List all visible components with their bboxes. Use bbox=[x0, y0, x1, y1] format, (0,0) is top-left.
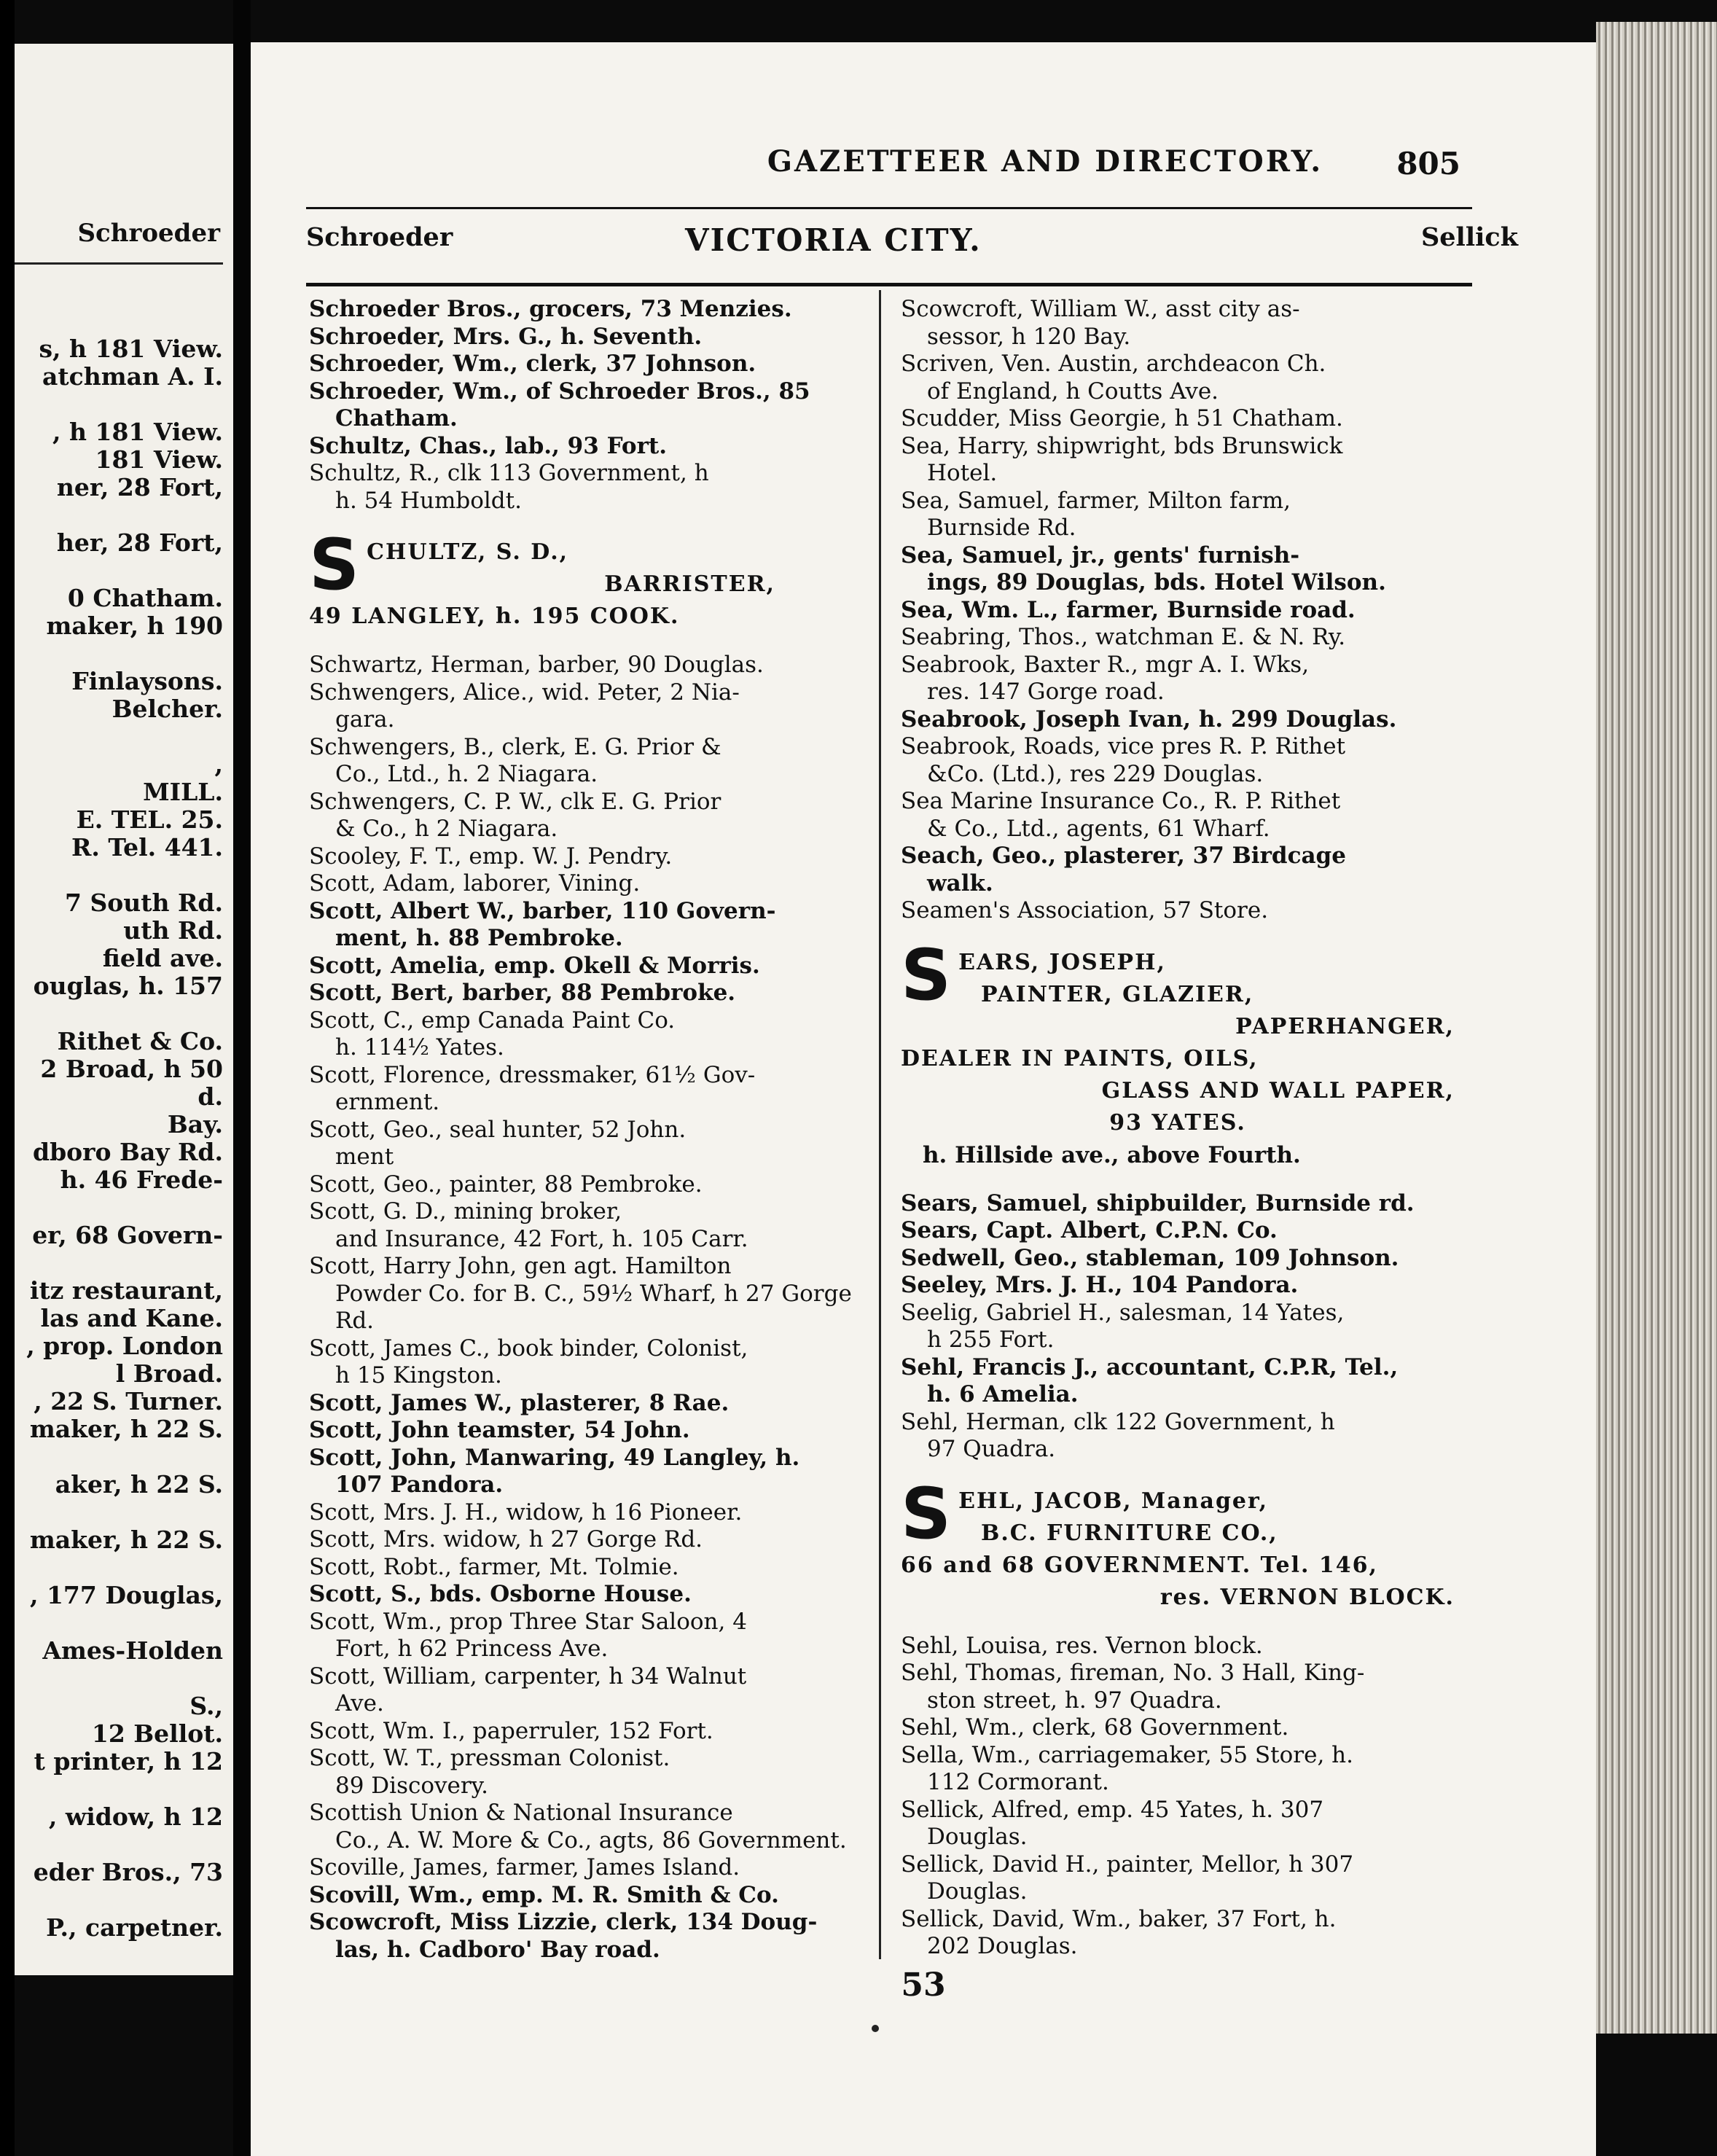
ad-line: GLASS AND WALL PAPER, bbox=[1101, 1077, 1455, 1104]
entry-text: Scott, Geo., seal hunter, 52 John. bbox=[309, 1116, 687, 1143]
directory-entry bbox=[309, 1417, 863, 1445]
facing-page-header: Schroeder bbox=[77, 219, 220, 248]
entry-continuation: Burnside Rd. bbox=[927, 515, 1076, 541]
facing-page-line: , prop. London bbox=[26, 1332, 223, 1360]
entry-text: Sella, Wm., carriagemaker, 55 Store, h. bbox=[901, 1741, 1353, 1768]
directory-entry bbox=[901, 1797, 1455, 1851]
entry-text: Scottish Union & National Insurance bbox=[309, 1800, 733, 1826]
directory-entry bbox=[309, 734, 863, 789]
entry-continuation: Ave. bbox=[335, 1690, 384, 1716]
facing-page-line: , h 181 View. bbox=[52, 418, 223, 446]
facing-page-line bbox=[15, 723, 223, 751]
entry-text: Scott, Florence, dressmaker, 61½ Gov- bbox=[309, 1061, 756, 1088]
facing-page-line bbox=[15, 1665, 223, 1692]
facing-page-line bbox=[15, 1776, 223, 1803]
facing-page-line: P., carpetner. bbox=[46, 1914, 223, 1942]
entry-text: Schultz, Chas., lab., 93 Fort. bbox=[309, 432, 668, 459]
entry-continuation: 97 Quadra. bbox=[927, 1436, 1056, 1462]
entry-continuation: sessor, h 120 Bay. bbox=[927, 323, 1131, 350]
directory-entry bbox=[901, 1300, 1455, 1354]
ad-line: 93 YATES. bbox=[1109, 1109, 1246, 1136]
ad-name: CHULTZ, S. D., bbox=[367, 539, 569, 565]
ad-drop-initial: S bbox=[309, 524, 360, 606]
facing-page-line: Rithet & Co. bbox=[57, 1028, 223, 1055]
directory-entry bbox=[309, 1198, 863, 1253]
entry-text: Seabrook, Baxter R., mgr A. I. Wks, bbox=[901, 651, 1310, 678]
entry-list bbox=[309, 296, 863, 515]
ad-line: h. Hillside ave., above Fourth. bbox=[923, 1141, 1301, 1168]
entry-list bbox=[901, 296, 1455, 925]
directory-entry bbox=[309, 1663, 863, 1718]
advertisement-schultz bbox=[309, 524, 863, 633]
facing-page-line: , bbox=[214, 751, 223, 778]
directory-entry bbox=[309, 1526, 863, 1554]
entry-continuation: & Co., h 2 Niagara. bbox=[335, 816, 558, 842]
directory-entry bbox=[309, 1909, 863, 1964]
entry-text: Sea, Harry, shipwright, bds Brunswick bbox=[901, 432, 1343, 459]
ad-line: PAPERHANGER, bbox=[1235, 1013, 1455, 1039]
entry-text: Schroeder, Wm., clerk, 37 Johnson. bbox=[309, 351, 756, 377]
directory-entry bbox=[309, 1171, 863, 1199]
entry-continuation: Co., Ltd., h. 2 Niagara. bbox=[335, 761, 598, 787]
entry-text: Sehl, Herman, clk 122 Government, h bbox=[901, 1408, 1335, 1435]
directory-entry bbox=[901, 624, 1455, 652]
directory-entry bbox=[309, 1609, 863, 1663]
first-entry-guide-word: Schroeder bbox=[306, 222, 453, 252]
entry-list bbox=[309, 652, 863, 1964]
entry-list bbox=[901, 1633, 1455, 1961]
entry-continuation: gara. bbox=[335, 706, 395, 733]
ad-address: 49 LANGLEY, h. 195 COOK. bbox=[309, 604, 680, 629]
ad-name: EARS, JOSEPH, bbox=[958, 949, 1166, 975]
entry-continuation: Chatham. bbox=[335, 405, 458, 431]
facing-page-fragment bbox=[15, 44, 233, 1975]
entry-continuation: ernment. bbox=[335, 1089, 440, 1115]
entry-text: Scott, Geo., painter, 88 Pembroke. bbox=[309, 1171, 703, 1198]
ad-line: PAINTER, GLAZIER, bbox=[981, 981, 1254, 1007]
entry-continuation: 89 Discovery. bbox=[335, 1772, 488, 1799]
entry-text: Scott, Wm. I., paperruler, 152 Fort. bbox=[309, 1717, 713, 1744]
directory-entry bbox=[901, 351, 1455, 405]
directory-entry bbox=[309, 351, 863, 378]
directory-entry bbox=[309, 1718, 863, 1746]
facing-page-line bbox=[15, 1443, 223, 1471]
entry-text: Sehl, Thomas, fireman, No. 3 Hall, King- bbox=[901, 1660, 1365, 1686]
directory-entry bbox=[901, 1660, 1455, 1714]
directory-entry bbox=[309, 296, 863, 324]
entry-continuation: Powder Co. for B. C., 59½ Wharf, h 27 Gorge Rd. bbox=[335, 1280, 852, 1334]
facing-page-line: l Broad. bbox=[115, 1360, 223, 1388]
header-rule bbox=[306, 207, 1472, 209]
facing-page-line: , 177 Douglas, bbox=[29, 1582, 223, 1609]
entry-text: Scott, Mrs. widow, h 27 Gorge Rd. bbox=[309, 1526, 703, 1552]
entry-text: Sellick, David H., painter, Mellor, h 307 bbox=[901, 1851, 1354, 1878]
entry-continuation: h 15 Kingston. bbox=[335, 1362, 502, 1388]
directory-entry bbox=[309, 1062, 863, 1117]
facing-page-line: 0 Chatham. bbox=[67, 585, 223, 612]
directory-entry bbox=[901, 1245, 1455, 1273]
facing-page-line: itz restaurant, bbox=[29, 1277, 223, 1305]
directory-entry bbox=[901, 706, 1455, 734]
directory-entry bbox=[901, 1906, 1455, 1961]
directory-entry bbox=[901, 433, 1455, 488]
directory-entry bbox=[901, 1272, 1455, 1300]
entry-text: Scott, John, Manwaring, 49 Langley, h. bbox=[309, 1444, 800, 1471]
entry-text: Sears, Samuel, shipbuilder, Burnside rd. bbox=[901, 1190, 1415, 1216]
entry-text: Scott, Mrs. J. H., widow, h 16 Pioneer. bbox=[309, 1499, 743, 1526]
entry-continuation: &Co. (Ltd.), res 229 Douglas. bbox=[927, 760, 1264, 787]
advertisement-sehl bbox=[901, 1472, 1455, 1614]
entry-continuation: Fort, h 62 Princess Ave. bbox=[335, 1636, 609, 1662]
directory-entry bbox=[309, 898, 863, 953]
facing-page-line: ouglas, h. 157 bbox=[33, 972, 223, 1000]
directory-entry bbox=[309, 1117, 863, 1171]
entry-text: Schroeder, Wm., of Schroeder Bros., 85 bbox=[309, 378, 810, 405]
running-head: GAZETTEER AND DIRECTORY. bbox=[767, 144, 1323, 179]
entry-text: Sedwell, Geo., stableman, 109 Johnson. bbox=[901, 1244, 1399, 1271]
ad-line: B.C. FURNITURE CO., bbox=[981, 1520, 1278, 1546]
ad-name: EHL, JACOB, Manager, bbox=[958, 1488, 1269, 1514]
facing-page-line: d. bbox=[197, 1083, 223, 1111]
last-entry-guide-word: Sellick bbox=[1421, 222, 1518, 252]
entry-text: Sea Marine Insurance Co., R. P. Rithet bbox=[901, 788, 1341, 814]
facing-page-line: R. Tel. 441. bbox=[71, 834, 223, 862]
facing-page-line bbox=[15, 1249, 223, 1277]
entry-continuation: h. 6 Amelia. bbox=[927, 1381, 1079, 1407]
directory-entry bbox=[309, 1335, 863, 1390]
entry-text: Sehl, Louisa, res. Vernon block. bbox=[901, 1632, 1263, 1659]
entry-text: Scott, Amelia, emp. Okell & Morris. bbox=[309, 952, 760, 979]
directory-entry bbox=[309, 870, 863, 898]
ad-line: 66 and 68 GOVERNMENT. Tel. 146, bbox=[901, 1552, 1378, 1578]
directory-entry bbox=[901, 1851, 1455, 1906]
directory-entry bbox=[901, 1217, 1455, 1245]
facing-page-line: S., bbox=[189, 1692, 223, 1720]
entry-text: Scoville, James, farmer, James Island. bbox=[309, 1854, 740, 1880]
facing-page-line: Ames-Holden bbox=[42, 1637, 223, 1665]
facing-page-line: t printer, h 12 bbox=[34, 1748, 223, 1776]
directory-entry bbox=[309, 1800, 863, 1854]
facing-page-line: aker, h 22 S. bbox=[55, 1471, 223, 1499]
entry-text: Schroeder, Mrs. G., h. Seventh. bbox=[309, 323, 703, 350]
directory-entry bbox=[309, 843, 863, 871]
facing-page-line bbox=[15, 1886, 223, 1914]
entry-continuation: walk. bbox=[927, 870, 993, 897]
directory-entry bbox=[901, 1354, 1455, 1409]
directory-entry bbox=[309, 1854, 863, 1882]
facing-page-line: las and Kane. bbox=[40, 1305, 223, 1332]
page-gutter bbox=[233, 0, 251, 2156]
entry-continuation: h. 54 Humboldt. bbox=[335, 487, 522, 514]
facing-page-line: maker, h 190 bbox=[46, 612, 223, 640]
entry-text: Scott, S., bds. Osborne House. bbox=[309, 1581, 692, 1607]
facing-page-line: , widow, h 12 bbox=[48, 1803, 223, 1831]
entry-text: Scriven, Ven. Austin, archdeacon Ch. bbox=[901, 351, 1326, 377]
facing-page-line: Bay. bbox=[167, 1111, 223, 1138]
directory-entry bbox=[309, 1445, 863, 1499]
facing-page-line bbox=[15, 391, 223, 418]
entry-text: Scowcroft, William W., asst city as- bbox=[901, 296, 1300, 322]
page-edges-shadow bbox=[1596, 2034, 1717, 2156]
facing-page-line bbox=[15, 1499, 223, 1526]
entry-text: Sea, Samuel, farmer, Milton farm, bbox=[901, 487, 1291, 514]
facing-page-rule bbox=[15, 262, 223, 265]
book-spine-shadow bbox=[0, 0, 15, 2156]
entry-text: Schwengers, C. P. W., clk E. G. Prior bbox=[309, 788, 721, 815]
entry-text: Scott, W. T., pressman Colonist. bbox=[309, 1745, 670, 1771]
entry-continuation: Douglas. bbox=[927, 1878, 1028, 1905]
directory-entry bbox=[309, 980, 863, 1007]
section-rule bbox=[306, 283, 1472, 286]
directory-entry bbox=[901, 1633, 1455, 1660]
entry-text: Seamen's Association, 57 Store. bbox=[901, 897, 1269, 923]
entry-text: Sea, Wm. L., farmer, Burnside road. bbox=[901, 596, 1356, 623]
directory-page bbox=[251, 42, 1596, 2156]
ad-line: res. VERNON BLOCK. bbox=[1159, 1584, 1455, 1610]
facing-page-line bbox=[15, 862, 223, 889]
entry-text: Scott, G. D., mining broker, bbox=[309, 1198, 622, 1225]
directory-entry bbox=[309, 1253, 863, 1335]
directory-entry bbox=[309, 324, 863, 351]
entry-text: Seabrook, Roads, vice pres R. P. Rithet bbox=[901, 733, 1346, 759]
facing-page-line: her, 28 Fort, bbox=[56, 529, 223, 557]
directory-entry bbox=[309, 1390, 863, 1418]
signature-mark: 53 bbox=[901, 1966, 946, 2004]
facing-page-line: 12 Bellot. bbox=[91, 1720, 223, 1748]
entry-text: Scovill, Wm., emp. M. R. Smith & Co. bbox=[309, 1881, 779, 1908]
entry-continuation: ston street, h. 97 Quadra. bbox=[927, 1687, 1222, 1714]
entry-text: Seeley, Mrs. J. H., 104 Pandora. bbox=[901, 1272, 1299, 1298]
directory-entry bbox=[309, 433, 863, 461]
directory-entry bbox=[901, 1742, 1455, 1797]
directory-entry bbox=[309, 1007, 863, 1062]
entry-text: Schwartz, Herman, barber, 90 Douglas. bbox=[309, 652, 764, 678]
advertisement-sears bbox=[901, 934, 1455, 1171]
facing-page-line bbox=[15, 1609, 223, 1637]
entry-text: Schwengers, B., clerk, E. G. Prior & bbox=[309, 733, 721, 760]
entry-text: Scott, Albert W., barber, 110 Govern- bbox=[309, 897, 776, 924]
ad-drop-initial: S bbox=[901, 1472, 952, 1555]
entry-continuation: las, h. Cadboro' Bay road. bbox=[335, 1936, 660, 1963]
facing-page-line: eder Bros., 73 bbox=[33, 1859, 223, 1886]
page-edges bbox=[1596, 22, 1717, 2034]
directory-entry bbox=[901, 733, 1455, 788]
entry-text: Sehl, Francis J., accountant, C.P.R, Tel., bbox=[901, 1354, 1399, 1380]
facing-page-text bbox=[15, 335, 223, 1942]
entry-text: Sea, Samuel, jr., gents' furnish- bbox=[901, 542, 1300, 569]
entry-text: Scott, Bert, barber, 88 Pembroke. bbox=[309, 980, 736, 1006]
directory-entry bbox=[901, 1190, 1455, 1218]
directory-entry bbox=[309, 1581, 863, 1609]
facing-page-line: maker, h 22 S. bbox=[29, 1526, 223, 1554]
entry-text: Scott, Harry John, gen agt. Hamilton bbox=[309, 1253, 732, 1279]
directory-entry bbox=[901, 542, 1455, 597]
facing-page-line: MILL. bbox=[143, 778, 223, 806]
directory-entry bbox=[309, 460, 863, 515]
directory-entry bbox=[309, 679, 863, 734]
directory-entry bbox=[309, 1882, 863, 1910]
section-header bbox=[306, 222, 1518, 266]
directory-entry bbox=[901, 597, 1455, 625]
right-column bbox=[901, 296, 1455, 1961]
directory-entry bbox=[901, 405, 1455, 433]
directory-entry bbox=[309, 789, 863, 843]
facing-page-line bbox=[15, 1194, 223, 1222]
facing-page-line bbox=[15, 501, 223, 529]
directory-entry bbox=[901, 1409, 1455, 1464]
entry-continuation: h 255 Fort. bbox=[927, 1327, 1055, 1353]
entry-continuation: 202 Douglas. bbox=[927, 1933, 1078, 1959]
entry-text: Sears, Capt. Albert, C.P.N. Co. bbox=[901, 1217, 1278, 1243]
facing-page-line: 7 South Rd. bbox=[65, 889, 223, 917]
entry-text: Schwengers, Alice., wid. Peter, 2 Nia- bbox=[309, 679, 740, 706]
entry-text: Seach, Geo., plasterer, 37 Birdcage bbox=[901, 843, 1346, 869]
entry-text: Sellick, Alfred, emp. 45 Yates, h. 307 bbox=[901, 1796, 1324, 1823]
column-divider bbox=[879, 290, 881, 1959]
entry-text: Scudder, Miss Georgie, h 51 Chatham. bbox=[901, 405, 1343, 431]
facing-page-line: Belcher. bbox=[112, 695, 223, 723]
entry-continuation: and Insurance, 42 Fort, h. 105 Carr. bbox=[335, 1225, 748, 1252]
directory-entry bbox=[901, 652, 1455, 706]
entry-continuation: 107 Pandora. bbox=[335, 1472, 504, 1498]
entry-list bbox=[901, 1190, 1455, 1464]
entry-continuation: ment bbox=[335, 1144, 394, 1170]
ad-title: BARRISTER, bbox=[604, 571, 775, 597]
entry-text: Scott, James C., book binder, Colonist, bbox=[309, 1335, 748, 1362]
facing-page-line bbox=[15, 640, 223, 668]
entry-text: Scott, Adam, laborer, Vining. bbox=[309, 870, 641, 897]
facing-page-line bbox=[15, 557, 223, 585]
directory-entry bbox=[309, 652, 863, 679]
facing-page-line: field ave. bbox=[102, 945, 223, 972]
directory-entry bbox=[309, 1745, 863, 1800]
facing-page-line: er, 68 Govern- bbox=[32, 1222, 223, 1249]
entry-continuation: of England, h Coutts Ave. bbox=[927, 378, 1219, 405]
entry-text: Sehl, Wm., clerk, 68 Government. bbox=[901, 1714, 1289, 1741]
entry-continuation: & Co., Ltd., agents, 61 Wharf. bbox=[927, 815, 1270, 842]
entry-text: Scowcroft, Miss Lizzie, clerk, 134 Doug- bbox=[309, 1909, 818, 1935]
ad-line: DEALER IN PAINTS, OILS, bbox=[901, 1045, 1259, 1071]
facing-page-line: E. TEL. 25. bbox=[76, 806, 223, 834]
entry-text: Seabring, Thos., watchman E. & N. Ry. bbox=[901, 624, 1346, 650]
entry-text: Scott, James W., plasterer, 8 Rae. bbox=[309, 1389, 730, 1416]
facing-page-line: atchman A. I. bbox=[42, 363, 223, 391]
entry-continuation: Hotel. bbox=[927, 460, 998, 486]
directory-entry bbox=[901, 488, 1455, 542]
facing-page-line bbox=[15, 1554, 223, 1582]
facing-page-line: h. 46 Frede- bbox=[60, 1166, 223, 1194]
directory-entry bbox=[901, 296, 1455, 351]
entry-text: Scott, Wm., prop Three Star Saloon, 4 bbox=[309, 1608, 747, 1635]
directory-entry bbox=[901, 897, 1455, 925]
entry-text: Scott, William, carpenter, h 34 Walnut bbox=[309, 1663, 747, 1690]
directory-entry bbox=[309, 953, 863, 980]
facing-page-line: , 22 S. Turner. bbox=[34, 1388, 223, 1415]
entry-continuation: h. 114½ Yates. bbox=[335, 1034, 504, 1061]
facing-page-line: maker, h 22 S. bbox=[29, 1415, 223, 1443]
directory-entry bbox=[309, 1499, 863, 1527]
entry-continuation: ings, 89 Douglas, bds. Hotel Wilson. bbox=[927, 569, 1386, 595]
entry-text: Scott, John teamster, 54 John. bbox=[309, 1417, 690, 1443]
section-title: VICTORIA CITY. bbox=[685, 222, 982, 258]
entry-text: Schultz, R., clk 113 Government, h bbox=[309, 460, 709, 486]
entry-text: Seelig, Gabriel H., salesman, 14 Yates, bbox=[901, 1299, 1345, 1326]
directory-entry bbox=[901, 1714, 1455, 1742]
facing-page-line: 181 View. bbox=[95, 446, 223, 474]
facing-page-line: uth Rd. bbox=[123, 917, 223, 945]
entry-text: Seabrook, Joseph Ivan, h. 299 Douglas. bbox=[901, 706, 1397, 733]
entry-text: Scooley, F. T., emp. W. J. Pendry. bbox=[309, 843, 673, 870]
facing-page-line: s, h 181 View. bbox=[39, 335, 223, 363]
entry-continuation: ment, h. 88 Pembroke. bbox=[335, 925, 623, 951]
facing-page-line: Finlaysons. bbox=[71, 668, 223, 695]
entry-continuation: 112 Cormorant. bbox=[927, 1769, 1109, 1795]
facing-page-line: dboro Bay Rd. bbox=[33, 1138, 223, 1166]
entry-text: Scott, Robt., farmer, Mt. Tolmie. bbox=[309, 1553, 679, 1580]
facing-page-line bbox=[15, 1000, 223, 1028]
entry-continuation: Co., A. W. More & Co., agts, 86 Government. bbox=[335, 1827, 847, 1854]
facing-page-line: 2 Broad, h 50 bbox=[40, 1055, 223, 1083]
left-column bbox=[309, 296, 863, 1964]
ad-drop-initial: S bbox=[901, 934, 952, 1016]
entry-text: Schroeder Bros., grocers, 73 Menzies. bbox=[309, 296, 792, 322]
facing-page-line: ner, 28 Fort, bbox=[56, 474, 223, 501]
entry-continuation: res. 147 Gorge road. bbox=[927, 679, 1165, 705]
directory-entry bbox=[309, 1554, 863, 1582]
page-number: 805 bbox=[1396, 146, 1460, 181]
entry-continuation: Douglas. bbox=[927, 1824, 1028, 1850]
entry-text: Scott, C., emp Canada Paint Co. bbox=[309, 1007, 676, 1034]
ink-dot bbox=[872, 2025, 879, 2032]
directory-entry bbox=[309, 378, 863, 433]
directory-entry bbox=[901, 788, 1455, 843]
facing-page-line bbox=[15, 1831, 223, 1859]
entry-text: Sellick, David, Wm., baker, 37 Fort, h. bbox=[901, 1905, 1337, 1932]
directory-entry bbox=[901, 843, 1455, 897]
